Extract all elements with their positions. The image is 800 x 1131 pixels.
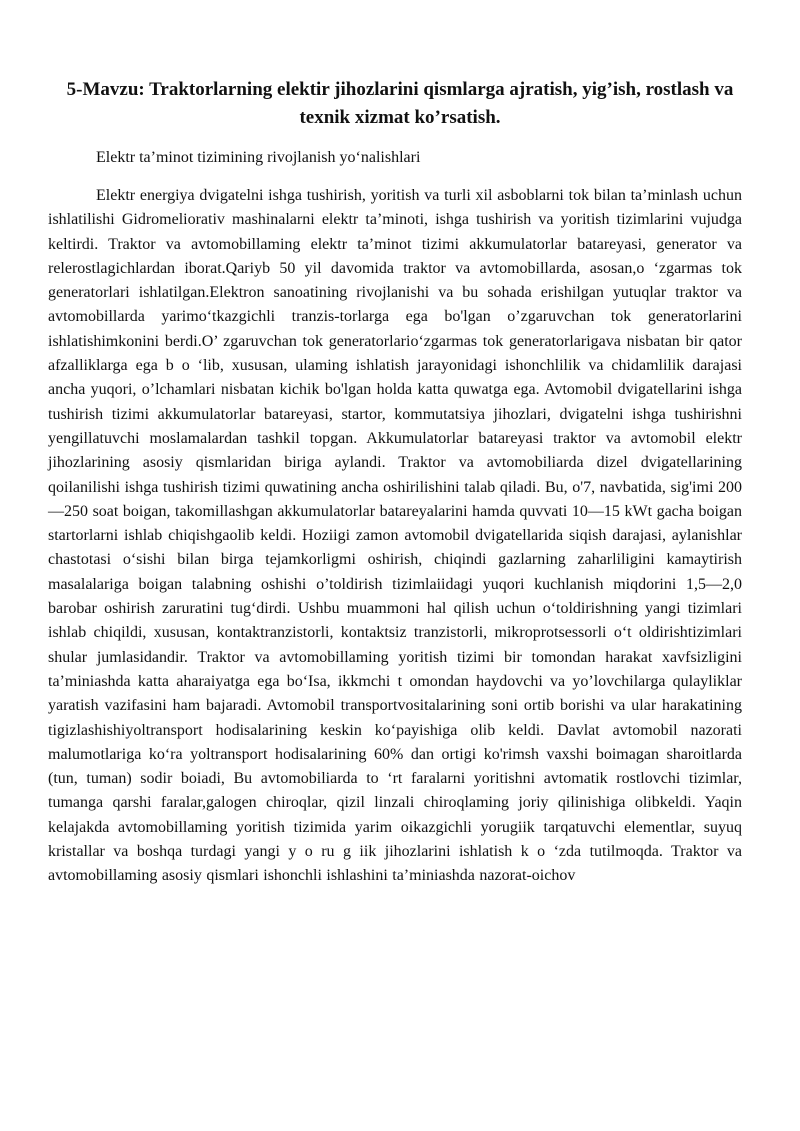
section-subtitle: Elektr ta’minot tizimining rivojlanish yo‘nalishlari bbox=[96, 149, 421, 166]
page-title: 5-Mavzu: Traktorlarning elektir jihozlarini qismlarga ajratish, yig’ish, rostlash va texnik xizmat ko’rsatish. bbox=[66, 79, 734, 128]
body-paragraph: Elektr energiya dvigatelni ishga tushirish, yoritish va turli xil asboblarni tok bilan ta’minlash uchun ishlatilishi Gidromeliorativ mashinalarni elektr ta’minoti, ishga tushirish va yoritish tizimlarini vujudga keltirdi. Traktor va avtomobillaming elektr ta’minot tizimi akkumulatorlar batareyasi, generator va relerostlagichlardan iborat.Qariyb 50 yil davomida traktor va avtomobillarda, asosan,o ‘zgarmas tok generatorlari ishlatilgan.Elektron sanoatining rivojlanishi va bu sohada erishilgan yutuqlar traktor va avtomobillarda yarimo‘tkazgichli tranzis-torlarga ega bo'lgan o’zgaruvchan tok generatorlarini ishlatishimkonini berdi.O’ zgaruvchan tok generatorlario‘zgarmas tok generatorlarigava nisbatan bir qator afzalliklarga ega b o ‘lib, xususan, ulaming ishlatish jarayonidagi ishonchlilik va chidamlilik darajasi ancha yuqori, o’lchamlari nisbatan kichik bo'lgan holda katta quwatga ega. Avtomobil dvigatellarini ishga tushirish tizimi akkumulatorlar batareyasi, startor, kommutatsiya jihozlari, dvigatelni ishga tushirishni yengillatuvchi moslamalardan tashkil topgan. Akkumulatorlar batareyasi traktor va avtomobil elektr jihozlarining asosiy qismlaridan biriga aylandi. Traktor va avtomobiliarda dizel dvigatellarining qoilanilishi ishga tushirish tizimi quwatining ancha oshirilishini talab qiladi. Bu, o'7, navbatida, sig'imi 200—250 soat boigan, takomillashgan akkumulatorlar batareyalarini hamda quvvati 10—15 kWt gacha boigan startorlarni ishlab chiqishgaolib keldi. Hoziigi zamon avtomobil dvigatellarida siqish darajasi, aylanishlar chastotasi o‘sishi bilan birga tejamkorligmi oshirish, chiqindi gazlarning zaharliligini kamaytirish masalalariga boigan talabning oshishi o’toldirish tizimlaiidagi yuqori kuchlanish miqdorini 1,5—2,0 barobar oshirish zaruratini tug‘dirdi. Ushbu muammoni hal qilish uchun o‘toldirishning yangi tizimlari ishlab chiqildi, xususan, kontaktranzistorli, kontaktsiz tranzistorli, mikroprotsessorli o‘t oldirishtizimlari shular jumlasidandir. Traktor va avtomobillaming yoritish tizimi bir tomondan harakat xavfsizligini ta’miniashda katta aharaiyatga ega bo‘Isa, ikkmchi t omondan haydovchi va yo’lovchilarga qulayliklar yaratish vazifasini ham bajaradi. Avtomobil transportvositalarining soni ortib borishi va ular harakatining tigizlashishiyoltransport hodisalarining keskin ko‘payishiga olib keldi. Davlat avtomobil nazorati malumotlariga ko‘ra yoltransport hodisalarining 60% dan ortigi ko'rimsh vaxshi boimagan sharoitlarda (tun, tuman) sodir boiadi, Bu avtomobiliarda to ‘rt faralarni yoritishni avtomatik rostlovchi tizimlar, tumanga qarshi faralar,galogen chiroqlar, qizil linzali chiroqlaming joriy qilinishiga olibkeldi. Yaqin kelajakda avtomobillaming yoritish tizimida yarim oikazgichli yorugiik tarqatuvchi elementlar, suyuq kristallar va boshqa turdagi yangi y o ru g iik jihozlarini ishlatish k o ‘zda tutilmoqda. Traktor va avtomobillaming asosiy qismlari ishonchli ishlashini ta’miniashda nazorat-oichov bbox=[48, 187, 742, 885]
